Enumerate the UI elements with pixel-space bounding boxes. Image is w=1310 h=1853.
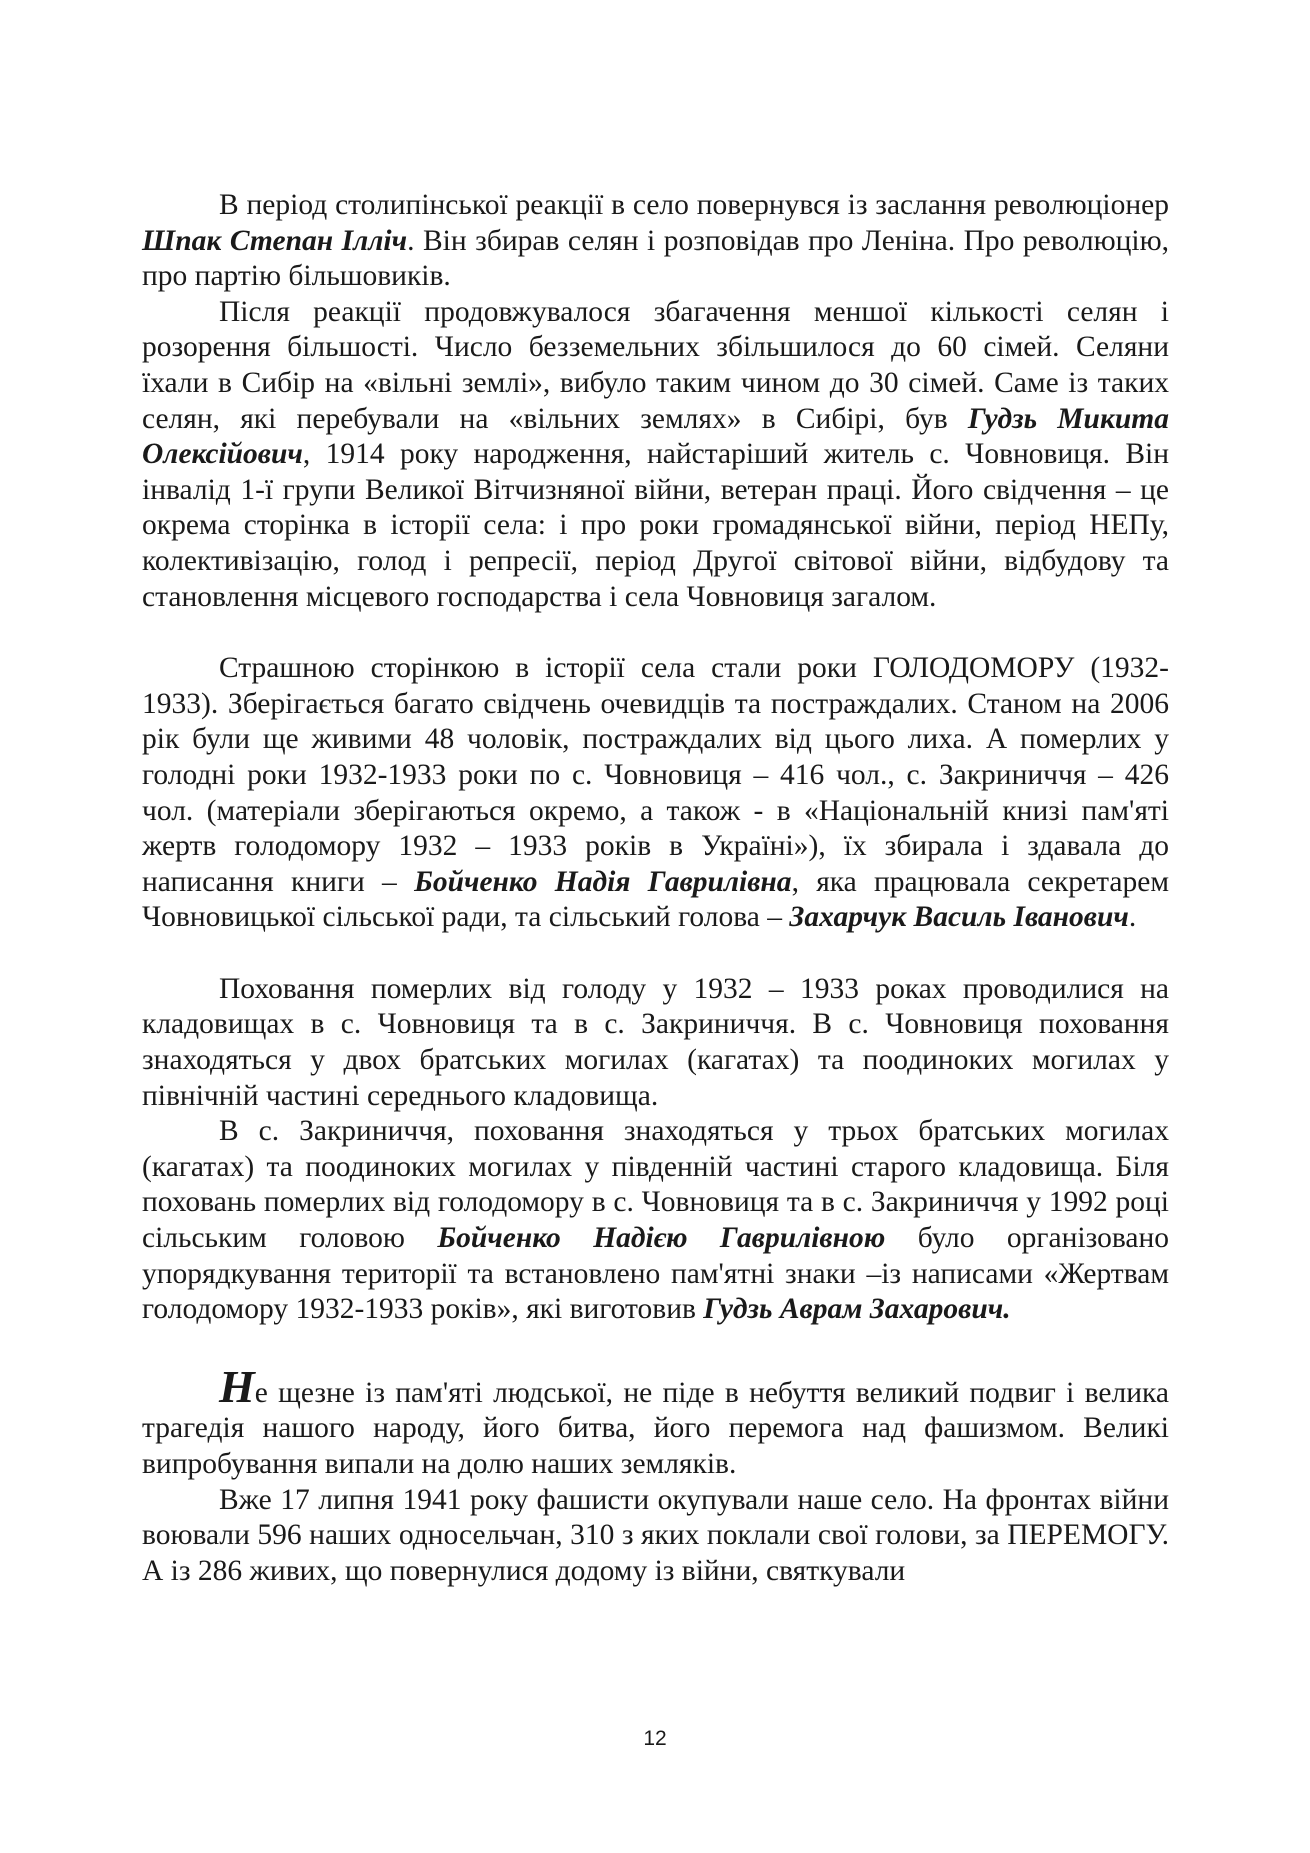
paragraph-2 — [142, 295, 1169, 615]
drop-cap-initial: Н — [219, 1360, 255, 1412]
paragraph-6 — [142, 1360, 1169, 1483]
text-run: Поховання померлих від голоду у 1932 – 1933 роках проводилися на кладовищах в с. Човновиця та в с. Закриниччя. В с. Човновиця поховання знаходяться у двох братських могилах (кагатах) та поодиноких могилах у північній частині середнього кладовища. — [142, 972, 1169, 1112]
text-run: Після реакції продовжувалося збагачення меншої кількості селян і розорення більшості. Число безземельних збільшилося до 60 сімей. Селяни їхали в Сибір на «вільні землі», вибуло таким чином до 30 сімей. Саме із таких селян, які перебували на «вільних землях» в Сибірі, був — [142, 295, 1169, 435]
text-run: е щезне із пам'яті людської, не піде в небуття великий подвиг і велика трагедія нашого народу, його битва, його перемога над фашизмом. Великі випробування випали на долю наших земляків. — [142, 1376, 1169, 1480]
paragraph-1 — [142, 188, 1169, 295]
text-run: В с. Закриниччя, поховання знаходяться у трьох братських могилах (кагатах) та поодиноких могилах у південній частині старого кладовища. Біля поховань померлих від голодомору в с. Човновиця та в с. Закриниччя у 1992 році сільським головою — [142, 1115, 1169, 1255]
paragraph-5 — [142, 1114, 1169, 1328]
paragraph-gap — [142, 615, 1169, 651]
paragraph-gap — [142, 936, 1169, 972]
person-name: Шпак Степан Ілліч — [142, 224, 408, 257]
person-name: Бойченко Надією Гаврилівною — [437, 1222, 886, 1255]
paragraph-gap — [142, 1328, 1169, 1364]
text-run: , яка працювала секретарем Човновицької сільської ради, та сільський голова – — [142, 865, 1169, 934]
text-run: Вже 17 липня 1941 року фашисти окупували наше село. На фронтах війни воювали 596 наших односельчан, 310 з яких поклали свої голови, за ПЕРЕМОГУ. А із 286 живих, що повернулися додому із війни, святкували — [142, 1483, 1169, 1587]
paragraph-4 — [142, 972, 1169, 1114]
text-run: , 1914 року народження, найстаріший житель с. Човновиця. Він інвалід 1-ї групи Великої Вітчизняної війни, ветеран праці. Його свідчення – це окрема сторінка в історії села: і про роки громадянської війни, період НЕПу, колективізацію, голод і репресії, період Другої світової війни, відбудову та становлення місцевого господарства і села Човновиця загалом. — [142, 438, 1169, 613]
person-name: Захарчук Василь Іванович — [789, 901, 1129, 934]
person-name: Гудзь Аврам Захарович. — [703, 1293, 1011, 1326]
text-run: . — [1128, 901, 1137, 934]
text-run: було організовано упорядкування території та встановлено пам'ятні знаки –із написами «Жертвам голодомору 1932-1933 років», які виготовив — [142, 1222, 1170, 1326]
text-run: В період столипінської реакції в село повернувся із заслання революціонер — [219, 189, 1169, 221]
paragraph-7 — [142, 1483, 1169, 1590]
paragraph-3 — [142, 651, 1169, 936]
person-name: Гудзь Микита Олексійович — [142, 402, 1169, 471]
page-number: 12 — [643, 1727, 667, 1750]
text-run: Страшною сторінкою в історії села стали роки ГОЛОДОМОРУ (1932-1933). Зберігається багато свідчень очевидців та постраждалих. Станом на 2006 рік були ще живими 48 чоловік, постраждалих від цього лиха. А померлих у голодні роки 1932-1933 роки по с. Човновиця – 416 чол., с. Закриниччя – 426 чол. (матеріали зберігаються окремо, а також - в «Національній книзі пам'яті жертв голодомору 1932 – 1933 років в Україні»), їх збирала і здавала до написання книги – — [142, 652, 1169, 898]
body-text — [142, 188, 1169, 1589]
text-run: . Він збирав селян і розповідав про Леніна. Про революцію, про партію більшовиків. — [142, 224, 1170, 293]
person-name: Бойченко Надія Гаврилівна — [414, 865, 792, 898]
